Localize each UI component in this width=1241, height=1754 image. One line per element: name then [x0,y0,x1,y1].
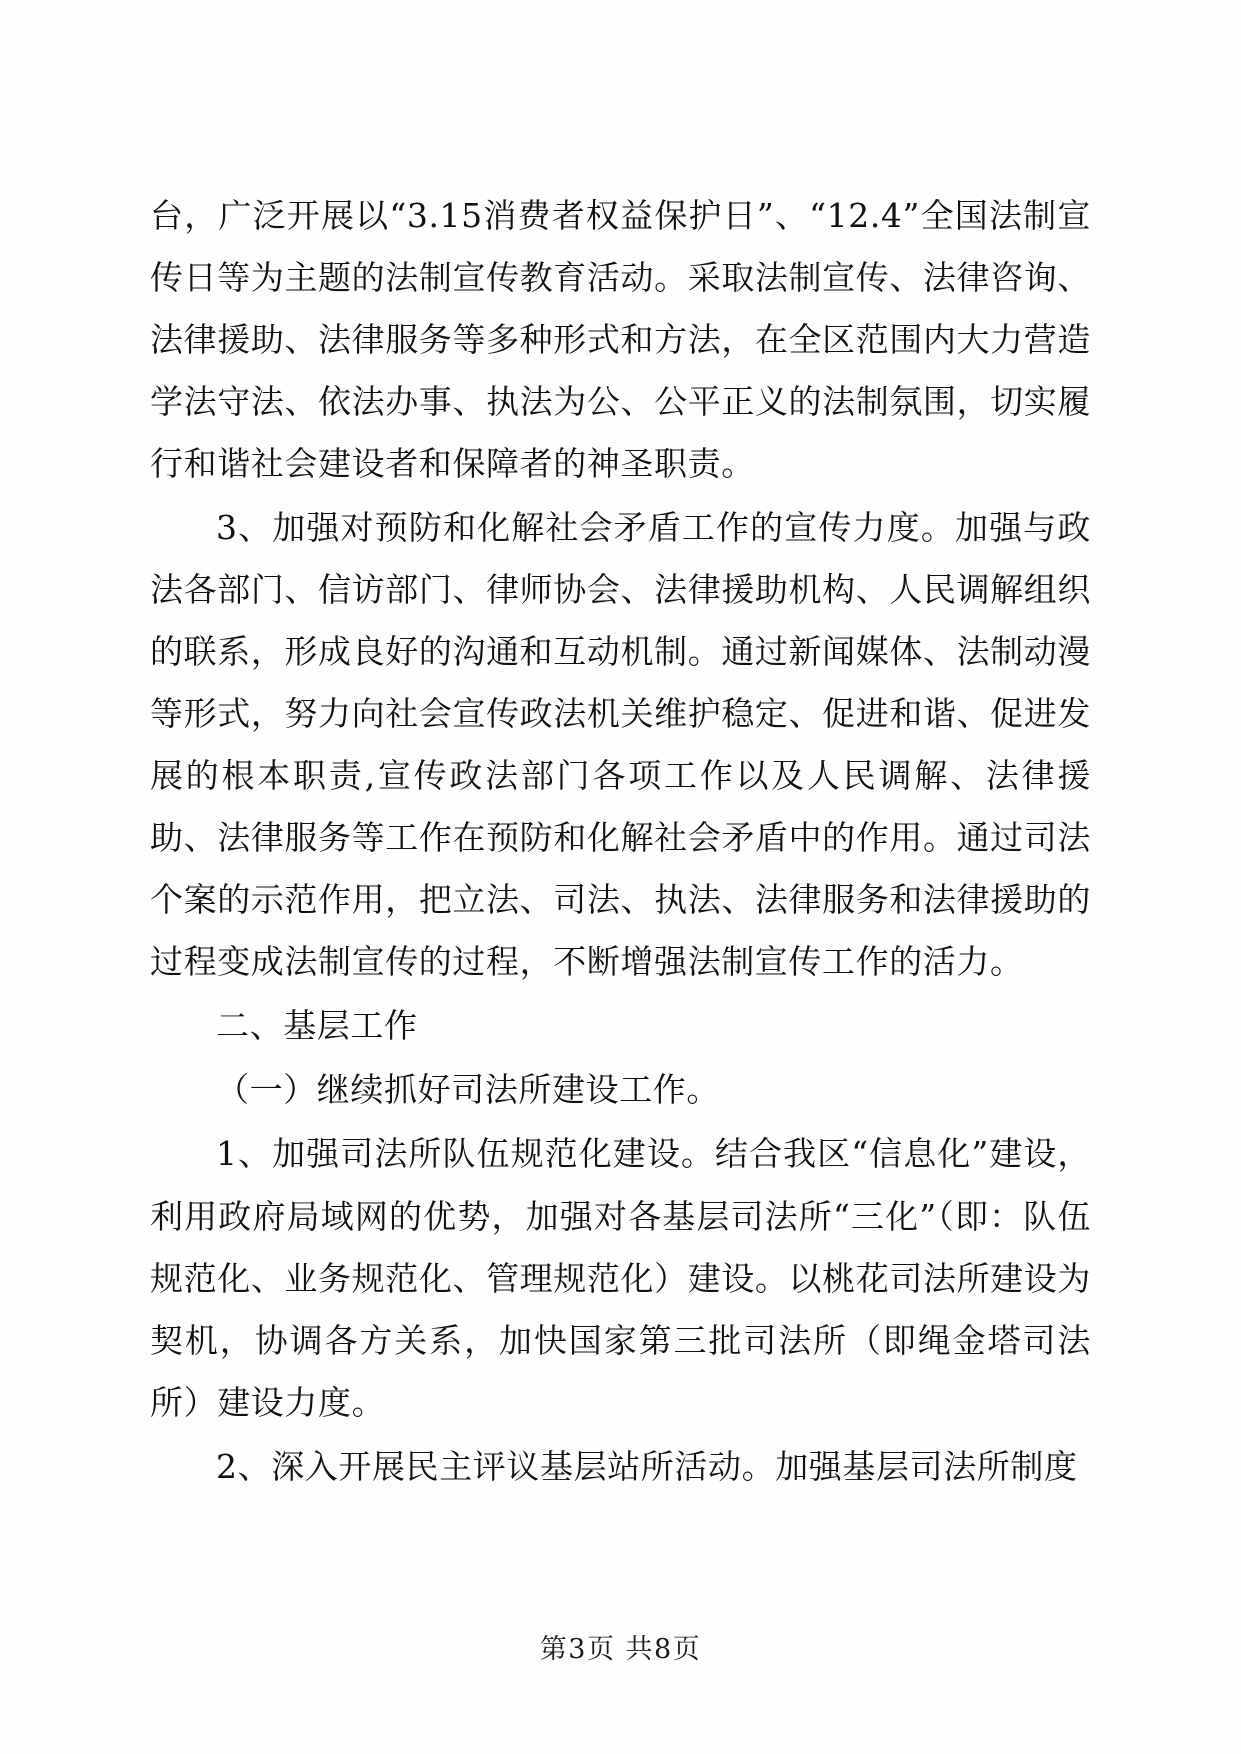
page-footer: 第3页 共8页 [539,1634,702,1665]
paragraph: 台，广泛开展以“3.15消费者权益保护日”、“12.4”全国法制宣传日等为主题的法制宣传教育活动。采取法制宣传、法律咨询、法律援助、法律服务等多种形式和方法，在全区范围内大力营造学法守法、依法办事、执法为公、公平正义的法制氛围，切实履行和谐社会建设者和保障者的神圣职责。 [150,196,1091,484]
paragraph: 3、加强对预防和化解社会矛盾工作的宣传力度。加强与政法各部门、信访部门、律师协会、法律援助机构、人民调解组织的联系，形成良好的沟通和互动机制。通过新闻媒体、法制动漫等形式，努力向社会宣传政法机关维护稳定、促进和谐、促进发展的根本职责,宣传政法部门各项工作以及人民调解、法律援助、法律服务等工作在预防和化解社会矛盾中的作用。通过司法个案的示范作用，把立法、司法、执法、法律服务和法律援助的过程变成法制宣传的过程，不断增强法制宣传工作的活力。 [150,508,1091,982]
subsection-heading: （一）继续抓好司法所建设工作。 [216,1070,720,1110]
section-heading: 二、基层工作 [216,1006,418,1046]
document-body [150,185,1091,1498]
paragraph: 1、加强司法所队伍规范化建设。结合我区“信息化”建设，利用政府局域网的优势，加强对各基层司法所“三化”（即：队伍规范化、业务规范化、管理规范化）建设。以桃花司法所建设为契机，协调各方关系，加快国家第三批司法所（即绳金塔司法所）建设力度。 [150,1134,1091,1422]
paragraph: 2、深入开展民主评议基层站所活动。加强基层司法所制度 [216,1446,1078,1486]
